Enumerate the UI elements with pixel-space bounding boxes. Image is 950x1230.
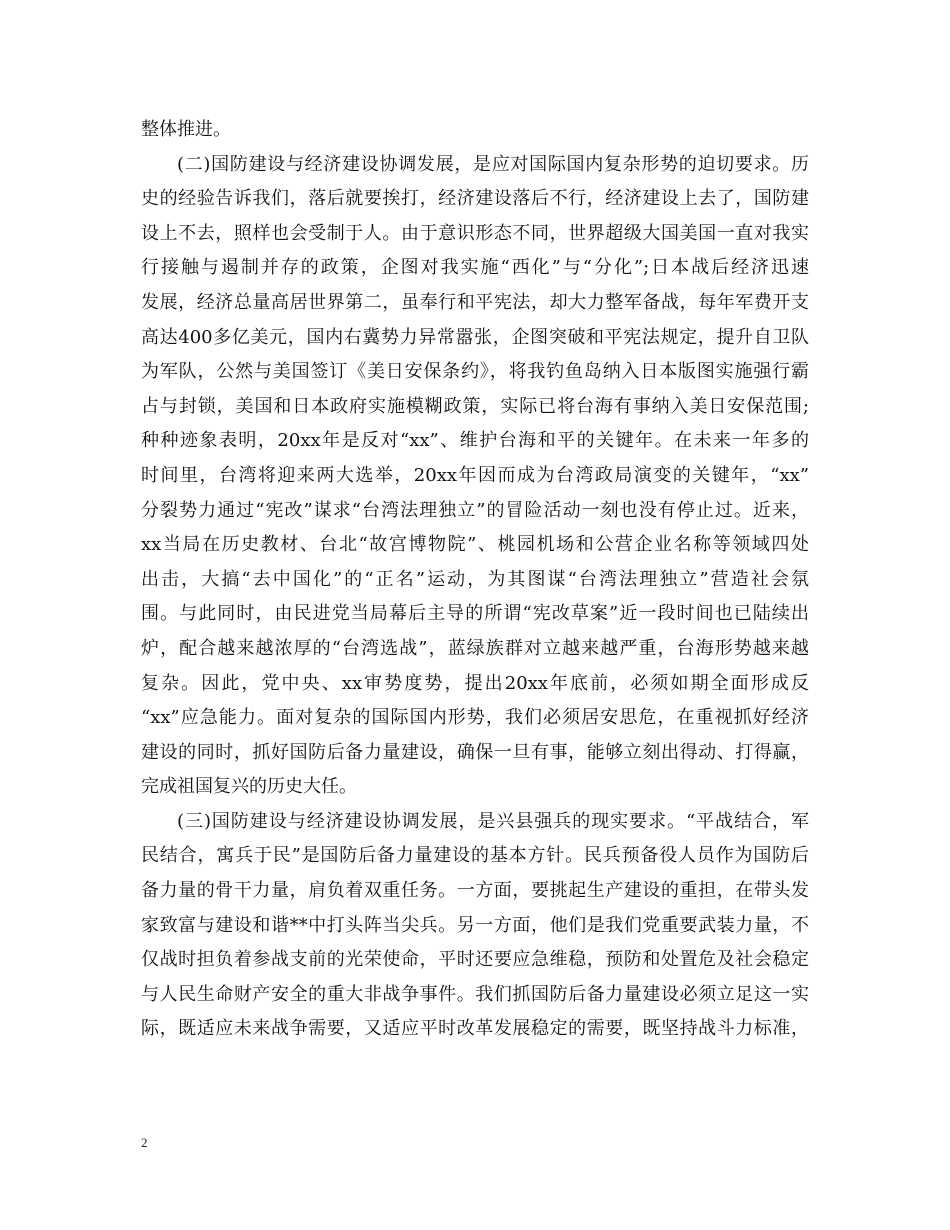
paragraph-heading-line: (二)国防建设与经济建设协调发展，是应对国际国内复杂形势的迫切要求。历: [177, 153, 809, 175]
text-line: 高达400多亿美元，国内右冀势力异常嚣张，企图突破和平宪法规定，提升自卫队: [141, 326, 809, 348]
text-line: 复杂。因此，党中央、xx审势度势，提出20xx年底前，必须如期全面形成反: [141, 672, 809, 694]
text-line: 民结合，寓兵于民”是国防后备力量建设的基本方针。民兵预备役人员作为国防后: [141, 845, 809, 867]
text-line: xx当局在历史教材、台北“故宫博物院”、桃园机场和公营企业名称等领域四处: [141, 534, 809, 556]
text-line: “xx”应急能力。面对复杂的国际国内形势，我们必须居安思危，在重视抓好经济: [141, 707, 809, 729]
text-line: 仅战时担负着参战支前的光荣使命，平时还要应急维稳，预防和处置危及社会稳定: [141, 949, 809, 971]
text-line: 炉，配合越来越浓厚的“台湾选战”，蓝绿族群对立越来越严重，台海形势越来越: [141, 637, 809, 659]
text-line: 行接触与遏制并存的政策，企图对我实施“西化”与“分化”;日本战后经济迅速: [141, 257, 809, 279]
text-line: 史的经验告诉我们，落后就要挨打，经济建设落后不行，经济建设上去了，国防建: [141, 188, 809, 210]
text-line: 备力量的骨干力量，肩负着双重任务。一方面，要挑起生产建设的重担，在带头发: [141, 880, 809, 902]
page-number: 2: [141, 1135, 148, 1150]
text-line: 设上不去，照样也会受制于人。由于意识形态不同，世界超级大国美国一直对我实: [141, 222, 809, 244]
body-text: [141, 113, 809, 1047]
text-line: 占与封锁，美国和日本政府实施模糊政策，实际已将台海有事纳入美日安保范围;: [141, 395, 809, 417]
text-line: 出击，大搞“去中国化”的“正名”运动，为其图谋“台湾法理独立”营造社会氛: [141, 568, 809, 590]
text-line: 与人民生命财产安全的重大非战争事件。我们抓国防后备力量建设必须立足这一实: [141, 983, 809, 1005]
text-line: 整体推进。: [141, 119, 231, 140]
text-line: 分裂势力通过“宪改”谋求“台湾法理独立”的冒险活动一刻也没有停止过。近来，: [141, 499, 809, 521]
text-line: 种种迹象表明，20xx年是反对“xx”、维护台海和平的关键年。在未来一年多的: [141, 430, 809, 452]
text-line: 完成祖国复兴的历史大任。: [141, 776, 357, 798]
text-line: 家致富与建设和谐**中打头阵当尖兵。另一方面，他们是我们党重要武装力量，不: [141, 914, 809, 936]
text-line: 建设的同时，抓好国防后备力量建设，确保一旦有事，能够立刻出得动、打得赢，: [141, 741, 809, 763]
text-line: 发展，经济总量高居世界第二，虽奉行和平宪法，却大力整军备战，每年军费开支: [141, 291, 809, 313]
paragraph-heading-line: (三)国防建设与经济建设协调发展，是兴县强兵的现实要求。“平战结合，军: [177, 810, 809, 832]
text-line: 际，既适应未来战争需要，又适应平时改革发展稳定的需要，既坚持战斗力标准，: [141, 1018, 809, 1040]
text-line: 为军队，公然与美国签订《美日安保条约》，将我钓鱼岛纳入日本版图实施强行霸: [141, 361, 809, 383]
text-line: 围。与此同时，由民进党当局幕后主导的所谓“宪改草案”近一段时间也已陆续出: [141, 603, 809, 625]
text-line: 时间里，台湾将迎来两大选举，20xx年因而成为台湾政局演变的关键年，“xx”: [141, 464, 809, 486]
